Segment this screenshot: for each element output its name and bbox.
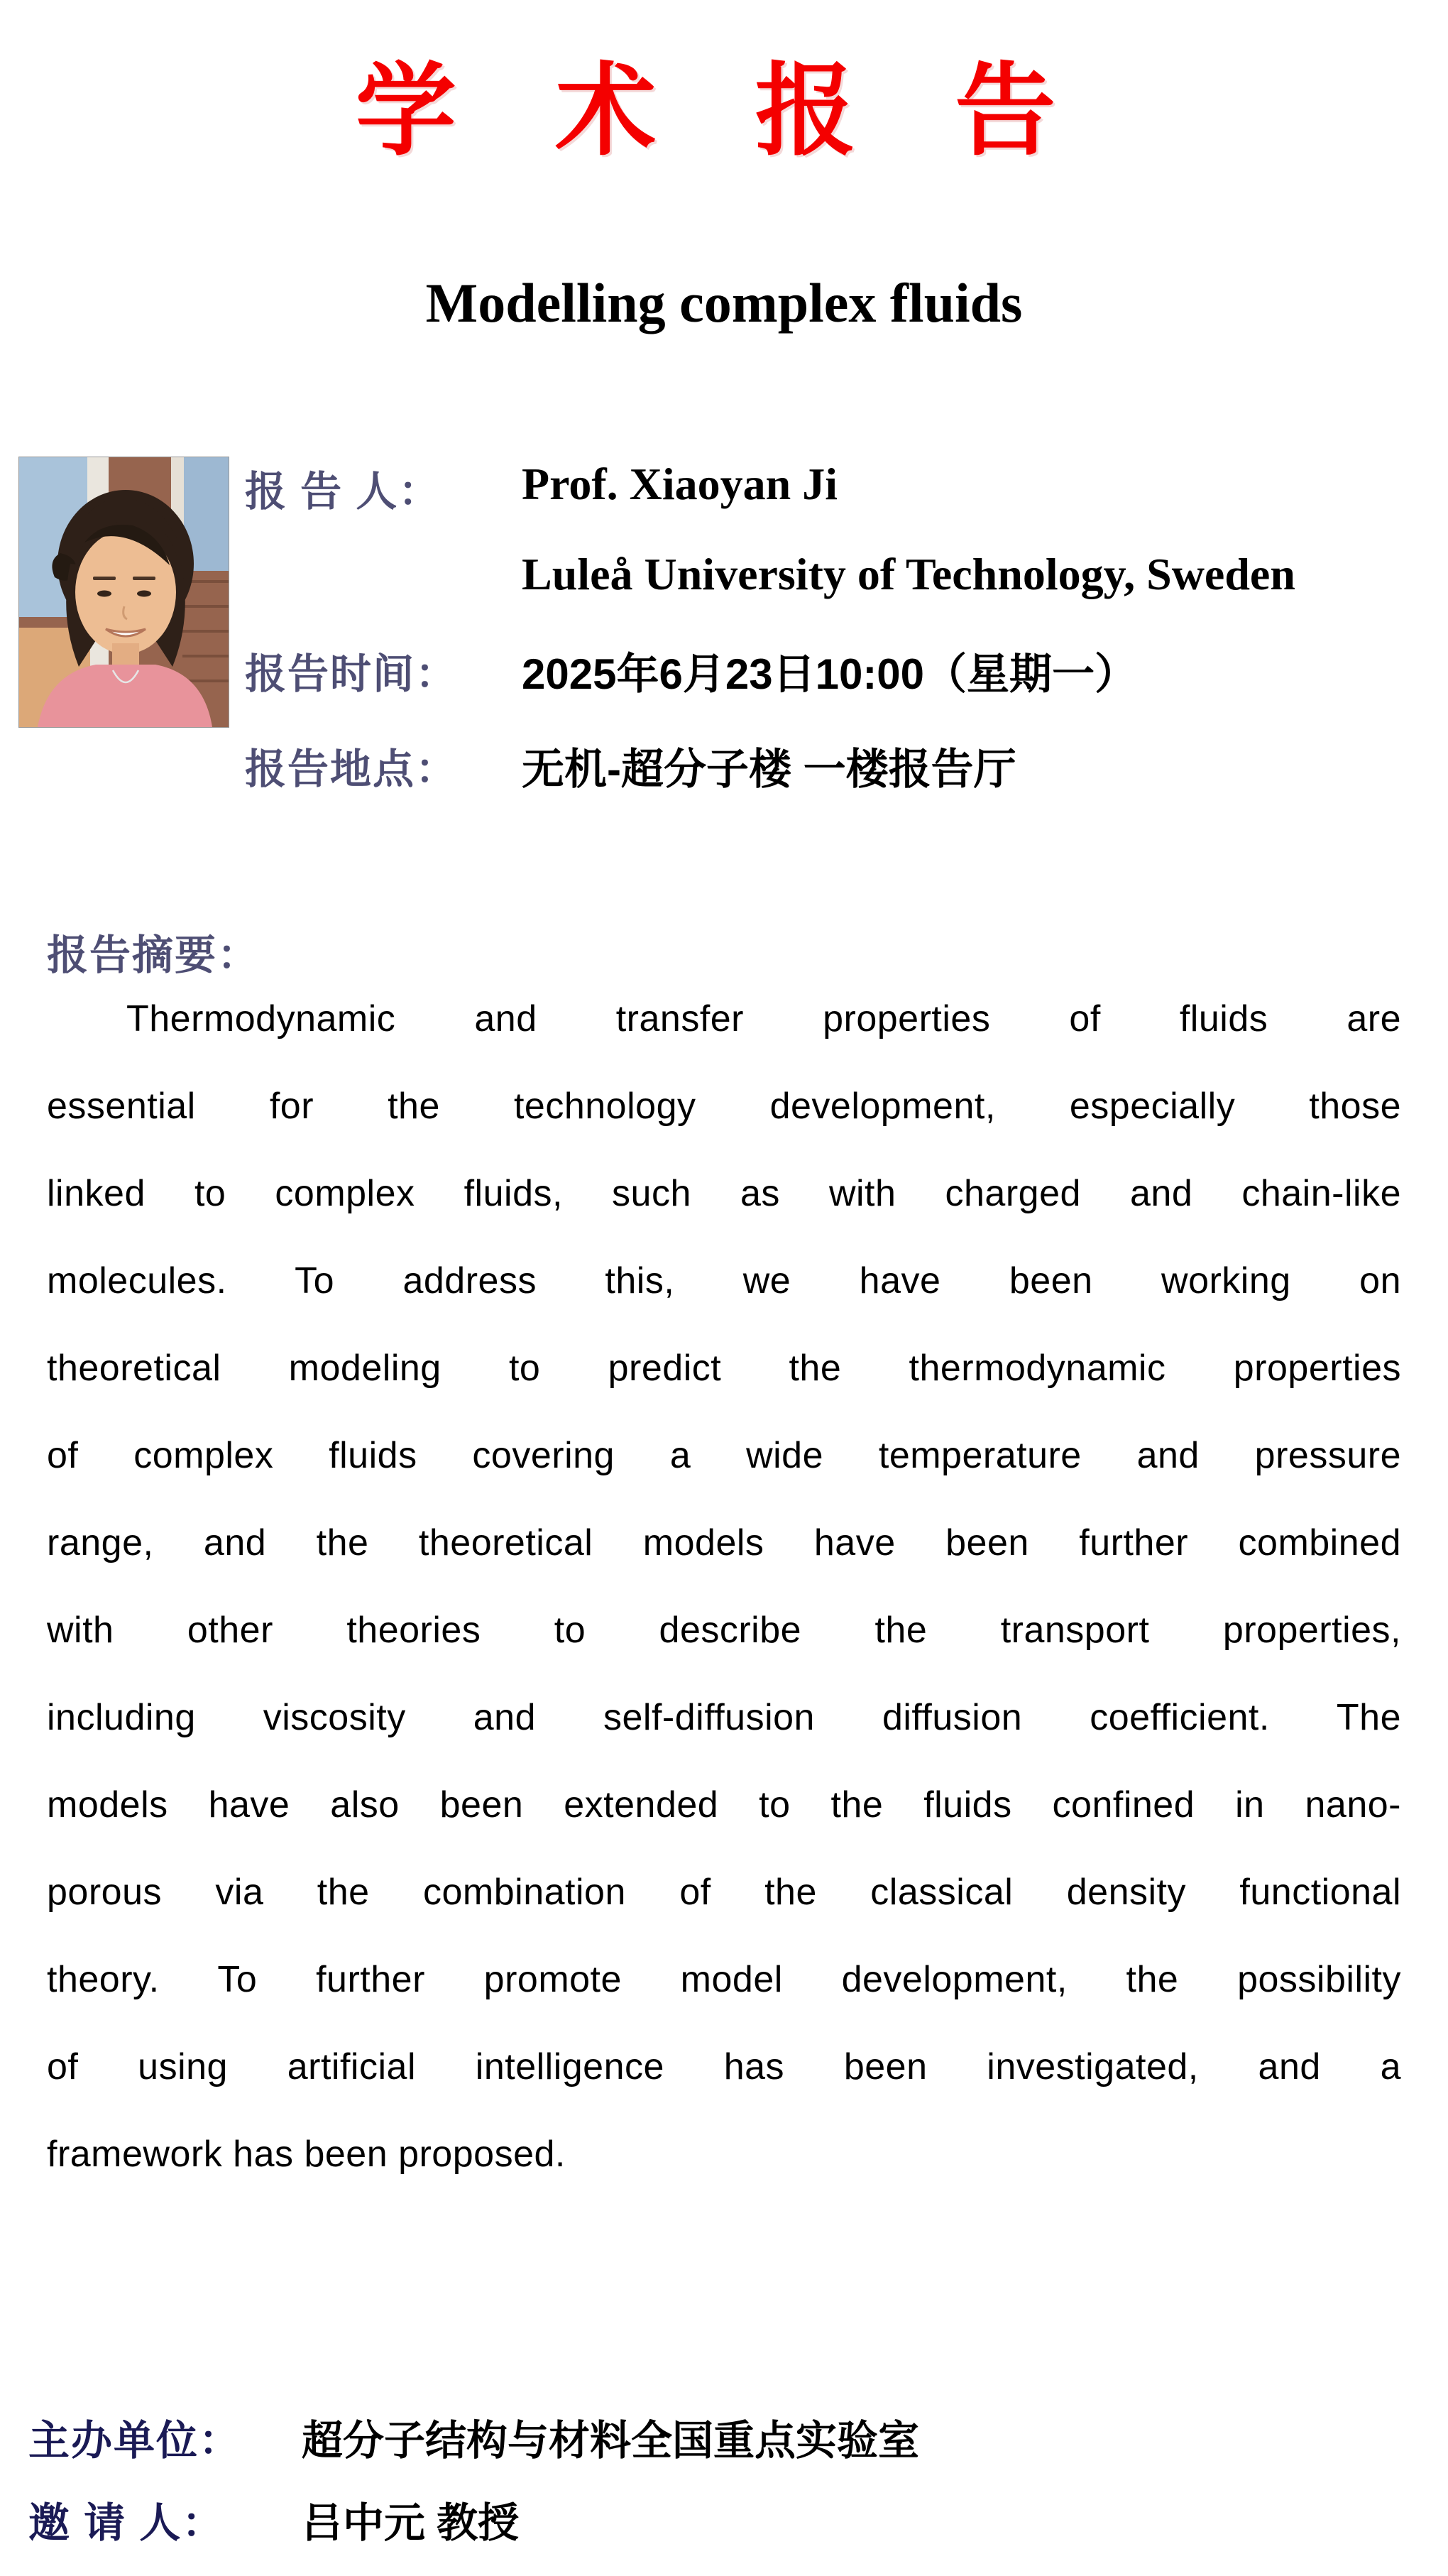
abstract-line: models have also been extended to the fluids confined in nano- bbox=[47, 1784, 1401, 1825]
abstract-line: of using artificial intelligence has been investigated, and a bbox=[47, 2046, 1401, 2087]
abstract-line: essential for the technology development, especially those bbox=[47, 1086, 1401, 1127]
abstract-line: with other theories to describe the transport properties, bbox=[47, 1610, 1401, 1651]
venue-row bbox=[245, 736, 1016, 797]
inviter-row bbox=[28, 2489, 519, 2549]
abstract-line: range, and the theoretical models have been further combined bbox=[47, 1522, 1401, 1563]
abstract-line: of complex fluids covering a wide temperature and pressure bbox=[47, 1435, 1401, 1476]
person-eye-right bbox=[137, 591, 151, 597]
organizer-row bbox=[28, 2407, 919, 2467]
affiliation-row bbox=[522, 548, 1295, 601]
time-row bbox=[245, 640, 1137, 702]
talk-title: Modelling complex fluids bbox=[425, 272, 1023, 334]
abstract-line: theory. To further promote model development, the possibility bbox=[47, 1959, 1401, 2000]
person-eye-left bbox=[97, 591, 111, 597]
abstract-line: framework has been proposed. bbox=[47, 2134, 566, 2175]
abstract-line: linked to complex fluids, such as with charged and chain-like bbox=[47, 1173, 1401, 1214]
abstract-label: 报告摘要： bbox=[47, 932, 260, 978]
time-label: 报告时间： bbox=[245, 651, 459, 697]
abstract-line: including viscosity and self-diffusion diffusion coefficient. The bbox=[47, 1697, 1401, 1738]
time-value: 2025年6月23日10:00（星期一） bbox=[522, 650, 1138, 698]
abstract-line: theoretical modeling to predict the thermodynamic properties bbox=[47, 1348, 1401, 1389]
speaker-row bbox=[245, 458, 838, 518]
speaker-name: Prof. Xiaoyan Ji bbox=[522, 459, 838, 509]
speaker-affiliation: Luleå University of Technology, Sweden bbox=[522, 549, 1295, 599]
inviter-value: 吕中元 教授 bbox=[302, 2500, 520, 2546]
organizer-label: 主办单位： bbox=[28, 2418, 242, 2464]
organizer-value: 超分子结构与材料全国重点实验室 bbox=[302, 2418, 920, 2464]
person-eyebrow-left bbox=[93, 577, 116, 580]
speaker-label: 报 告 人： bbox=[245, 469, 441, 515]
speaker-photo bbox=[18, 457, 229, 728]
page-title: 学 术 报 告 bbox=[355, 55, 1093, 168]
abstract-line: Thermodynamic and transfer properties of fluids are bbox=[126, 998, 1401, 1039]
inviter-label: 邀 请 人： bbox=[28, 2500, 225, 2546]
person-eyebrow-right bbox=[133, 577, 155, 580]
venue-value: 无机-超分子楼 一楼报告厅 bbox=[522, 746, 1016, 793]
venue-label: 报告地点： bbox=[245, 746, 459, 792]
abstract-body bbox=[47, 976, 1401, 2198]
abstract-line: porous via the combination of the classical density functional bbox=[47, 1872, 1401, 1913]
abstract-line: molecules. To address this, we have been working on bbox=[47, 1260, 1401, 1301]
